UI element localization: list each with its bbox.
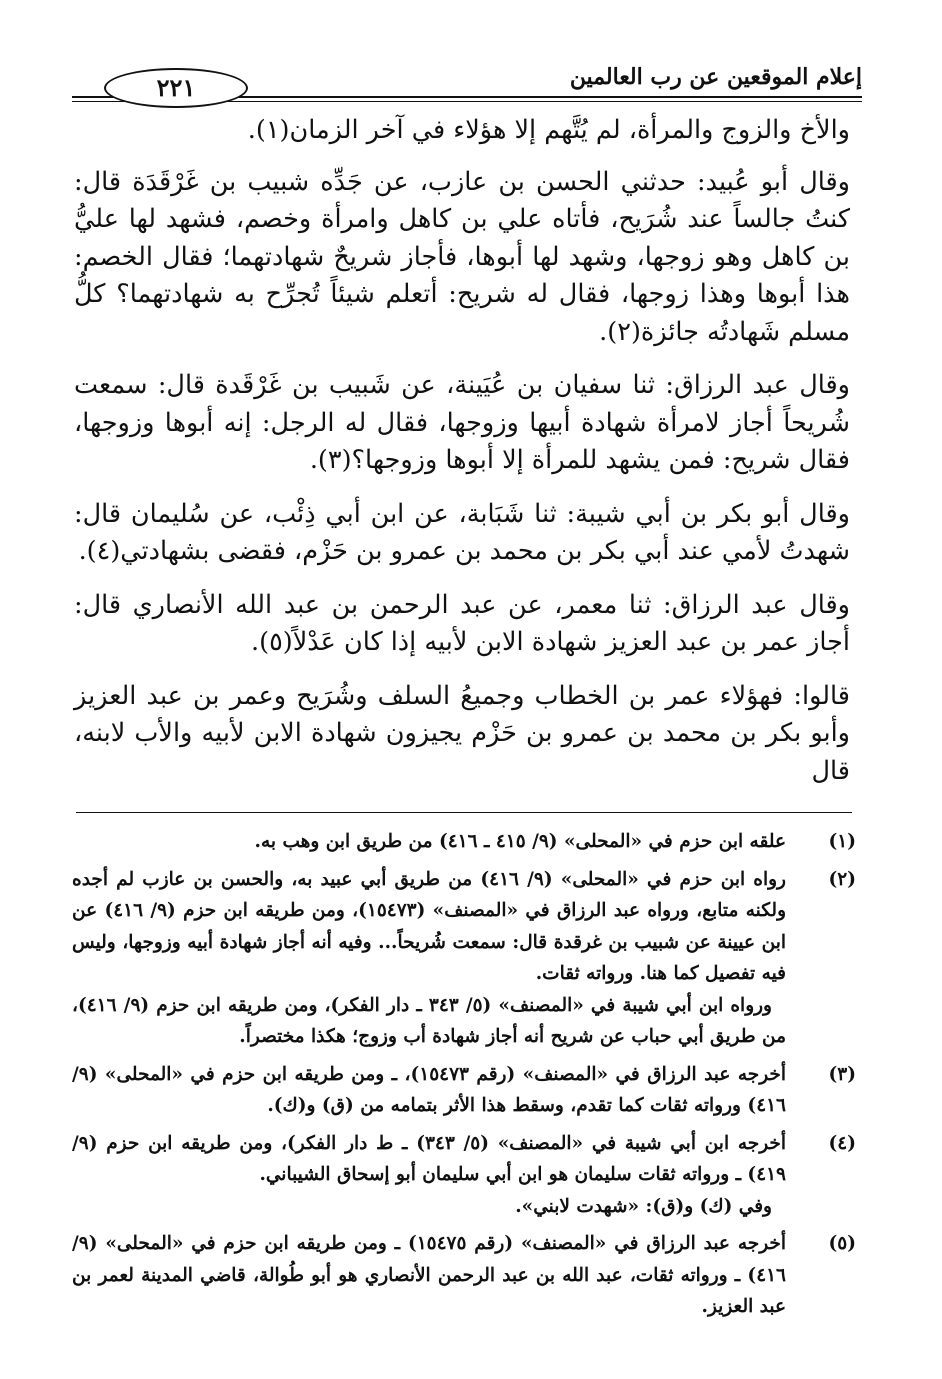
footnote-1 (72, 826, 856, 858)
page-header (72, 62, 862, 104)
page-number-badge: ٢٢١ (104, 68, 248, 108)
paragraph: وقال عبد الرزاق: ثنا معمر، عن عبد الرحمن بن عبد الله الأنصاري قال: أجاز عمر بن عبد العزيز شهادة الابن لأبيه إذا كان عَدْلاً(٥). (74, 589, 850, 657)
main-text (74, 112, 850, 806)
footnote-text: أخرجه عبد الرزاق في «المصنف» (رقم ١٥٤٧٣)، ـ ومن طريقه ابن حزم في «المحلى» (٩/ ٤١٦) ورواته ثقات كما تقدم، وسقط هذا الأثر بتمامه من (ق) و(ك). (72, 1063, 786, 1116)
running-title: إعلام الموقعين عن رب العالمين (569, 64, 862, 90)
footnote-number: (٥) (828, 1233, 856, 1254)
footnote-number: (٣) (828, 1063, 856, 1085)
paragraph: والأخ والزوج والمرأة، لم يُتَّهم إلا هؤلاء في آخر الزمان(١). (247, 115, 850, 145)
paragraph: وقال أبو عُبيد: حدثني الحسن بن عازب، عن جَدِّه شبيب بن غَرْقَدَة قال: كنتُ جالساً عند شُرَيح، فأتاه علي بن كاهل وامرأة وخصم، فشهد لها عليُّ بن كاهل وهو زوجها، وشهد لها أبوها، فأجاز شريحٌ شهادتهما؛ فقال الخصم: هذا أبوها وهذا زوجها، فقال له شريح: أتعلم شيئاً تُجرِّح به شهادتهما؟ كلُّ مسلم شَهادتُه جائزة(٢). (74, 166, 850, 347)
footnote-5 (72, 1228, 856, 1323)
footnote-text: أخرجه ابن أبي شيبة في «المصنف» (٥/ ٣٤٣) ـ ط دار الفكر)، ومن طريقه ابن حزم (٩/ ٤١٩) ـ ورواته ثقات سليمان هو ابن أبي سليمان أبو إسحاق الشيباني. (72, 1132, 786, 1185)
paragraph: وقال أبو بكر بن أبي شيبة: ثنا شَبَابة، عن ابن أبي ذِئْب، عن سُليمان قال: شهدتُ لأمي عند أبي بكر بن محمد بن عمرو بن حَزْم، فقضى بشهادتي(٤). (74, 498, 850, 566)
footnote-number: (١) (828, 831, 856, 852)
footnote-number: (٤) (828, 1132, 856, 1154)
paragraph: قالوا: فهؤلاء عمر بن الخطاب وجميعُ السلف وشُرَيح وعمر بن عبد العزيز وأبو بكر بن محمد بن عمرو بن حَزْم يجيزون شهادة الابن لأبيه والأب لابنه، قال (74, 680, 850, 786)
footnote-separator (76, 812, 852, 813)
footnote-text: علقه ابن حزم في «المحلى» (٩/ ٤١٥ ـ ٤١٦) من طريق ابن وهب به. (254, 831, 786, 852)
footnote-4 (72, 1128, 856, 1223)
footnote-continuation: ورواه ابن أبي شيبة في «المصنف» (٥/ ٣٤٣ ـ دار الفكر)، ومن طريقه ابن حزم (٩/ ٤١٦)، من طريق أبي حباب عن شريح أنه أجاز شهادة أب وزوج؛ هكذا مختصراً. (72, 994, 786, 1047)
footnote-text: أخرجه عبد الرزاق في «المصنف» (رقم ١٥٤٧٥) ـ ومن طريقه ابن حزم في «المحلى» (٩/ ٤١٦) ـ ورواته ثقات، عبد الله بن عبد الرحمن الأنصاري هو أبو طُوالة، قاضي المدينة لعمر بن عبد العزيز. (72, 1233, 786, 1317)
footnote-text: رواه ابن حزم في «المحلى» (٩/ ٤١٦) من طريق أبي عبيد به، والحسن بن عازب لم أجده ولكنه متابع، ورواه عبد الرزاق في «المصنف» (١٥٤٧٣)، ومن طريقه ابن حزم (٩/ ٤١٦) عن ابن عيينة عن شبيب بن غرقدة قال: سمعت شُريحاً... وفيه أنه أجاز شهادة أبيه وزوجها، وليس فيه تفصيل كما هنا. ورواته ثقات. (72, 868, 787, 984)
footnote-2 (72, 864, 856, 1053)
footnote-continuation: وفي (ك) و(ق): «شهدت لابني». (515, 1195, 772, 1217)
footnote-3 (72, 1059, 856, 1122)
footnotes (72, 826, 856, 1329)
paragraph: وقال عبد الرزاق: ثنا سفيان بن عُيَينة، عن شَبيب بن غَرْقَدة قال: سمعت شُريحاً أجاز لامرأة شهادة أبيها وزوجها، فقال له الرجل: إنه أبوها وزوجها، فقال شريح: فمن يشهد للمرأة إلا أبوها وزوجها؟(٣). (74, 370, 850, 475)
footnote-number: (٢) (828, 868, 856, 890)
